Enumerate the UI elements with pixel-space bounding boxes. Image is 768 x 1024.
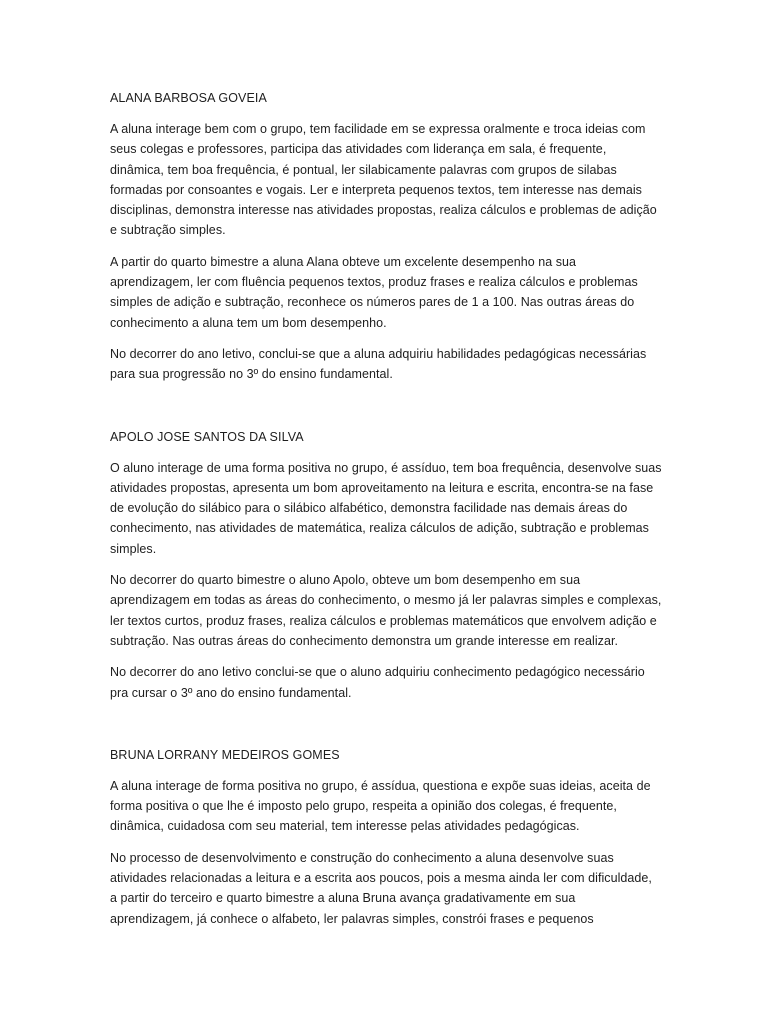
report-paragraph: O aluno interage de uma forma positiva no grupo, é assíduo, tem boa frequência, desenvolve suas atividades propostas, apresenta um bom aproveitamento na leitura e escrita, encontra-se na fase de evolução do silábico para o silábico alfabético, demonstra facilidade nas demais áreas do conhecimento, nas atividades de matemática, realiza cálculos de adição, subtração e problemas simples. xyxy=(110,460,662,556)
report-paragraph: No decorrer do quarto bimestre o aluno Apolo, obteve um bom desempenho em sua aprendizagem em todas as áreas do conhecimento, o mesmo já ler palavras simples e complexas, ler textos curtos, produz frases, realiza cálculos e problemas matemáticos que envolvem adição e subtração. Nas outras áreas do conhecimento demonstra um grande interesse em realizar. xyxy=(110,573,662,648)
report-paragraph: No decorrer do ano letivo conclui-se que o aluno adquiriu conhecimento pedagógico necessário pra cursar o 3º ano do ensino fundamental. xyxy=(110,665,645,700)
report-paragraph: A partir do quarto bimestre a aluna Alana obteve um excelente desempenho na sua aprendizagem, ler com fluência pequenos textos, produz frases e realiza cálculos e problemas simples de adição e subtração, reconhece os números pares de 1 a 100. Nas outras áreas do conhecimento a aluna tem um bom desempenho. xyxy=(110,254,638,330)
student-name: APOLO JOSE SANTOS DA SILVA xyxy=(110,429,304,444)
report-paragraph: No decorrer do ano letivo, conclui-se que a aluna adquiriu habilidades pedagógicas necessárias para sua progressão no 3º do ensino fundamental. xyxy=(110,346,647,382)
report-paragraph: No processo de desenvolvimento e construção do conhecimento a aluna desenvolve suas atividades relacionadas a leitura e a escrita aos poucos, pois a mesma ainda ler com dificuldade, a partir do terceiro e quarto bimestre a aluna Bruna avança gradativamente em sua aprendizagem, já conhece o alfabeto, ler palavras simples, constrói frases e pequenos xyxy=(110,850,652,926)
student-report-apolo xyxy=(110,427,662,703)
report-paragraph: A aluna interage bem com o grupo, tem facilidade em se expressa oralmente e troca ideias com seus colegas e professores, participa das atividades com liderança em sala, é frequente, dinâmica, tem boa frequência, é pontual, ler silabicamente palavras com grupos de silabas formadas por consoantes e vogais. Ler e interpreta pequenos textos, tem interesse nas demais disciplinas, demonstra interesse nas atividades propostas, realiza cálculos e problemas de adição e subtração simples. xyxy=(110,122,657,238)
document-content xyxy=(110,88,662,940)
student-name: ALANA BARBOSA GOVEIA xyxy=(110,91,267,105)
student-name: BRUNA LORRANY MEDEIROS GOMES xyxy=(110,747,340,762)
student-report-alana xyxy=(110,88,662,385)
report-paragraph: A aluna interage de forma positiva no grupo, é assídua, questiona e expõe suas ideias, aceita de forma positiva o que lhe é imposto pelo grupo, respeita a opinião dos colegas, é frequente, dinâmica, cuidadosa com seu material, tem interesse pelas atividades pedagógicas. xyxy=(110,778,651,834)
student-report-bruna xyxy=(110,745,662,929)
